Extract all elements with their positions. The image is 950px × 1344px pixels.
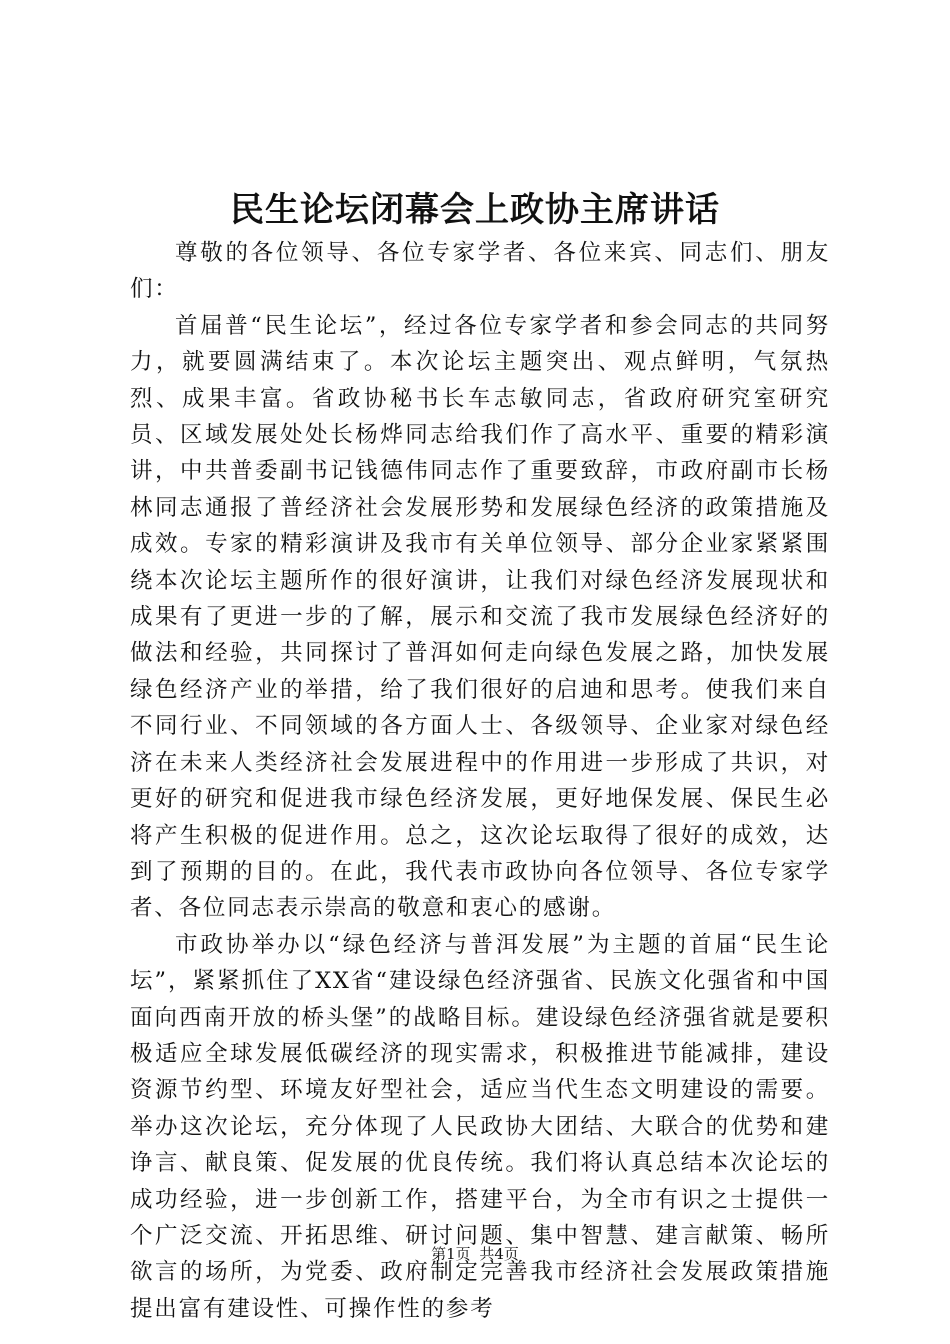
page-total: 共4页 — [479, 1245, 519, 1263]
paragraph-forum-summary: 首届普“民生论坛”，经过各位专家学者和参会同志的共同努力，就要圆满结束了。本次论坛主题突出、观点鲜明，气氛热烈、成果丰富。省政协秘书长车志敏同志，省政府研究室研究员、区域发展处处长杨烨同志给我们作了高水平、重要的精彩演讲，中共普委副书记钱德伟同志作了重要致辞，市政府副市长杨林同志通报了普经济社会发展形势和发展绿色经济的政策措施及成效。专家的精彩演讲及我市有关单位领导、部分企业家紧紧围绕本次论坛主题所作的很好演讲，让我们对绿色经济发展现状和成果有了更进一步的了解，展示和交流了我市发展绿色经济好的做法和经验，共同探讨了普洱如何走向绿色发展之路，加快发展绿色经济产业的举措，给了我们很好的启迪和思考。使我们来自不同行业、不同领域的各方面人士、各级领导、企业家对绿色经济在未来人类经济社会发展进程中的作用进一步形成了共识，对更好的研究和促进我市绿色经济发展，更好地保发展、保民生必将产生积极的促进作用。总之，这次论坛取得了很好的成效，达到了预期的目的。在此，我代表市政协向各位领导、各位专家学者、各位同志表示崇高的敬意和衷心的感谢。 — [130, 312, 830, 922]
document-body — [130, 235, 830, 1327]
paragraph-forum-significance: 市政协举办以“绿色经济与普洱发展”为主题的首届“民生论坛”，紧紧抓住了XX省“建设绿色经济强省、民族文化强省和中国面向西南开放的桥头堡”的战略目标。建设绿色经济强省就是要积极适应全球发展低碳经济的现实需求，积极推进节能减排，建设资源节约型、环境友好型社会，适应当代生态文明建设的需要。举办这次论坛，充分体现了人民政协大团结、大联合的优势和建诤言、献良策、促发展的优良传统。我们将认真总结本次论坛的成功经验，进一步创新工作，搭建平台，为全市有识之士提供一个广泛交流、开拓思维、研讨问题、集中智慧、建言献策、畅所欲言的场所，为党委、政府制定完善我市经济社会发展政策措施提出富有建设性、可操作性的参考 — [130, 931, 830, 1322]
paragraph-salutation: 尊敬的各位领导、各位专家学者、各位来宾、同志们、朋友们： — [130, 240, 830, 303]
page-number: 第1页 — [431, 1245, 471, 1263]
page-footer — [0, 1243, 950, 1265]
document-title: 民生论坛闭幕会上政协主席讲话 — [230, 190, 720, 230]
